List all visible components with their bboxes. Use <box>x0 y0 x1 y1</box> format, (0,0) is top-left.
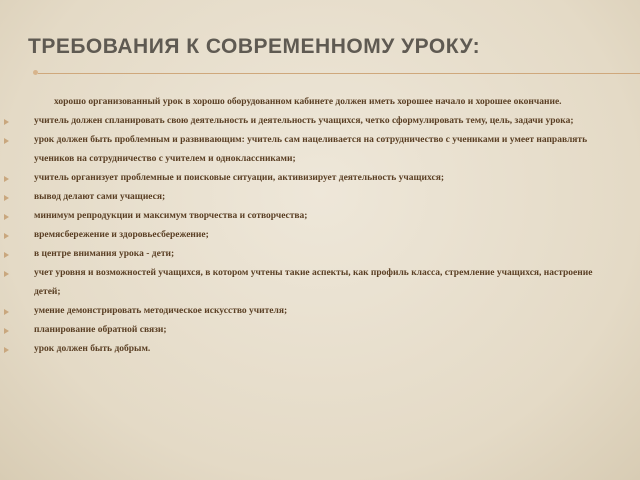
list-item <box>4 169 604 188</box>
list-item-text: времясбережение и здоровьесбережение; <box>34 230 209 240</box>
bullet-icon <box>4 119 9 125</box>
list-item <box>4 340 604 359</box>
list-item-text: в центре внимания урока - дети; <box>34 249 175 259</box>
list-item <box>4 245 604 264</box>
bullet-icon <box>4 328 9 334</box>
bullet-icon <box>4 195 9 201</box>
list-item-text: урок должен быть добрым. <box>34 344 151 354</box>
requirements-list <box>4 112 604 359</box>
bullet-icon <box>4 252 9 258</box>
list-item-text: умение демонстрировать методическое искусство учителя; <box>34 306 288 316</box>
list-item <box>4 207 604 226</box>
list-item <box>4 264 604 302</box>
bullet-icon <box>4 233 9 239</box>
slide-title: ТРЕБОВАНИЯ К СОВРЕМЕННОМУ УРОКУ: <box>28 35 481 58</box>
list-item-text: учитель организует проблемные и поисковые ситуации, активизирует деятельность учащихся; <box>34 173 445 183</box>
list-item-text: вывод делают сами учащиеся; <box>34 192 166 202</box>
bullet-icon <box>4 309 9 315</box>
list-item-text: учитель должен спланировать свою деятельность и деятельность учащихся, четко сформулировать тему, цель, задачи урока; <box>34 116 574 126</box>
list-item <box>4 112 604 131</box>
title-divider <box>38 73 640 74</box>
list-item-text: урок должен быть проблемным и развивающим: учитель сам нацеливается на сотрудничество с учениками и умеет направлять учеников на сотрудничество с учителем и одноклассниками; <box>34 135 588 164</box>
list-item <box>4 131 604 169</box>
bullet-icon <box>4 138 9 144</box>
list-item <box>4 302 604 321</box>
list-item <box>4 321 604 340</box>
list-item <box>4 226 604 245</box>
bullet-icon <box>4 214 9 220</box>
bullet-icon <box>4 347 9 353</box>
bullet-icon <box>4 176 9 182</box>
intro-text: хорошо организованный урок в хорошо оборудованном кабинете должен иметь хорошее начало и хорошее окончание. <box>54 97 562 107</box>
list-item <box>4 188 604 207</box>
list-item-text: учет уровня и возможностей учащихся, в котором учтены такие аспекты, как профиль класса, стремление учащихся, настроение детей; <box>34 268 593 297</box>
list-item-text: минимум репродукции и максимум творчества и сотворчества; <box>34 211 308 221</box>
list-item-text: планирование обратной связи; <box>34 325 167 335</box>
bullet-icon <box>4 271 9 277</box>
